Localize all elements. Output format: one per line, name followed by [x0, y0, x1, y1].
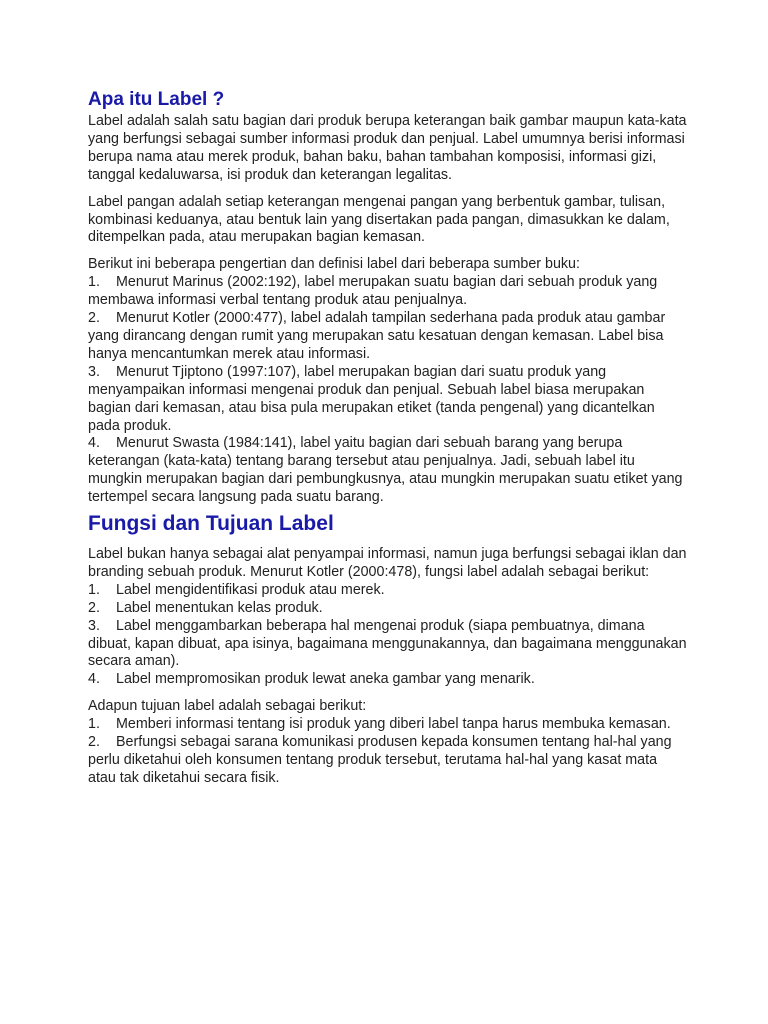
- list-item: 2. Berfungsi sebagai sarana komunikasi produsen kepada konsumen tentang hal-hal yang perlu diketahui oleh konsumen tentang produk tersebut, terutama hal-hal yang kasat mata atau tak diketahui secara fisik.: [88, 734, 672, 786]
- document-page: [88, 88, 688, 788]
- functions-intro: Label bukan hanya sebagai alat penyampai informasi, namun juga berfungsi sebagai iklan dan branding sebuah produk. Menurut Kotler (2000:478), fungsi label adalah sebagai berikut:: [88, 546, 687, 580]
- section-title-fungsi-dan-tujuan: Fungsi dan Tujuan Label: [88, 512, 334, 536]
- section-title-apa-itu-label: Apa itu Label ?: [88, 89, 225, 110]
- functions-list: [88, 582, 688, 689]
- list-item: 2. Label menentukan kelas produk.: [88, 599, 323, 616]
- list-item: 2. Menurut Kotler (2000:477), label adalah tampilan sederhana pada produk atau gambar yang dirancang dengan rumit yang merupakan satu kesatuan dengan kemasan. Label bisa hanya mencantumkan merek atau informasi.: [88, 310, 666, 362]
- label-definition-paragraph: Label adalah salah satu bagian dari produk berupa keterangan baik gambar maupun kata-kata yang berfungsi sebagai sumber informasi produk dan penjual. Label umumnya berisi informasi berupa nama atau merek produk, bahan baku, bahan tambahan komposisi, informasi gizi, tanggal kedaluwarsa, isi produk dan keterangan legalitas.: [88, 113, 687, 183]
- definitions-intro: Berikut ini beberapa pengertian dan definisi label dari beberapa sumber buku:: [88, 256, 580, 273]
- list-item: 3. Menurut Tjiptono (1997:107), label merupakan bagian dari suatu produk yang menyampaikan informasi mengenai produk dan penjual. Sebuah label biasa merupakan bagian dari kemasan, atau bisa pula merupakan etiket (tanda pengenal) yang dicantelkan pada produk.: [88, 363, 655, 434]
- goals-intro: Adapun tujuan label adalah sebagai berikut:: [88, 698, 367, 715]
- list-item: 1. Memberi informasi tentang isi produk yang diberi label tanpa harus membuka kemasan.: [88, 716, 671, 733]
- list-item: 4. Menurut Swasta (1984:141), label yaitu bagian dari sebuah barang yang berupa keterangan (kata-kata) tentang barang tersebut atau penjualnya. Jadi, sebuah label itu mungkin merupakan bagian dari pembungkusnya, atau mungkin merupakan suatu etiket yang tertempel secara langsung pada suatu barang.: [88, 435, 683, 506]
- goals-list: [88, 716, 688, 788]
- list-item: 1. Label mengidentifikasi produk atau merek.: [88, 581, 385, 598]
- list-item: 1. Menurut Marinus (2002:192), label merupakan suatu bagian dari sebuah produk yang membawa informasi verbal tentang produk atau penjualnya.: [88, 274, 658, 309]
- definitions-list: [88, 274, 688, 507]
- list-item: 3. Label menggambarkan beberapa hal mengenai produk (siapa pembuatnya, dimana dibuat, kapan dibuat, apa isinya, bagaimana menggunakannya, dan bagaimana menggunakan secara aman).: [88, 617, 687, 670]
- list-item: 4. Label mempromosikan produk lewat aneka gambar yang menarik.: [88, 671, 535, 688]
- label-pangan-paragraph: Label pangan adalah setiap keterangan mengenai pangan yang berbentuk gambar, tulisan, kombinasi keduanya, atau bentuk lain yang disertakan pada pangan, dimasukkan ke dalam, ditempelkan pada, atau merupakan bagian kemasan.: [88, 193, 670, 246]
